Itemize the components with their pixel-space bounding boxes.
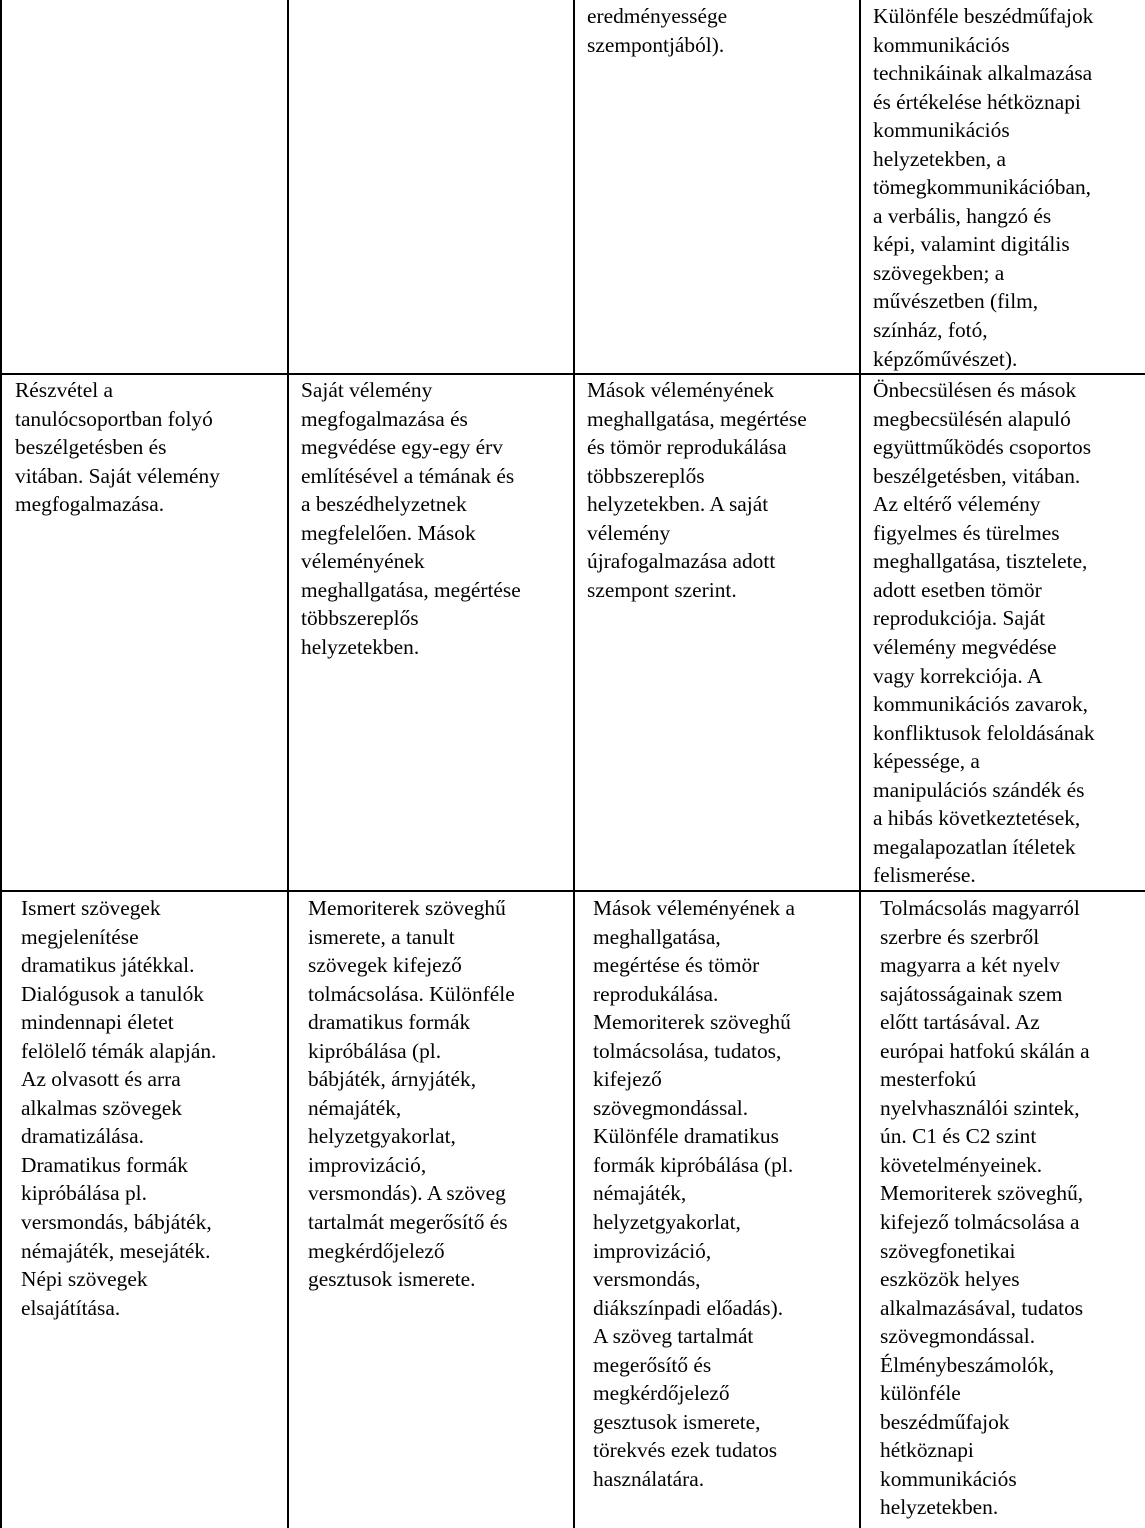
table-cell-r1-c4 xyxy=(860,0,1145,374)
cell-text: Ismert szövegek megjelenítése dramatikus játékkal. Dialógusok a tanulók mindennapi életet felölelő témák alapján. Az olvasott és arra alkalmas szövegek dramatizálása. Dramatikus formák kipróbálása pl. versmondás, bábjáték, némajáték, mesejáték. Népi szövegek elsajátítása. xyxy=(21,895,217,1320)
cell-text: Önbecsülésen és mások megbecsülésén alapuló együttműködés csoportos beszélgetésben, vitában. Az eltérő vélemény figyelmes és türelmes meghallgatása, tisztelete, adott esetben tömör reprodukciója. Saját vélemény megvédése vagy korrekciója. A kommunikációs zavarok, konfliktusok feloldásának képessége, a manipulációs szándék és a hibás következtetések, megalapozatlan ítéletek felismerése. xyxy=(873,378,1095,888)
cell-text: eredményessége szempontjából). xyxy=(587,4,728,57)
cell-text: Mások véleményének a meghallgatása, megértése és tömör reprodukálása. Memoriterek szöveghű tolmácsolása, tudatos, kifejező szövegmondással. Különféle dramatikus formák kipróbálása (pl. némajáték, helyzetgyakorlat, improvizáció, versmondás, diákszínpadi előadás). A szöveg tartalmát megerősítő és megkérdőjelező gesztusok ismerete, törekvés ezek tudatos használatára. xyxy=(593,895,795,1491)
cell-text: Különféle beszédműfajok kommunikációs technikáinak alkalmazása és értékelése hétköznapi kommunikációs helyzetekben, a tömegkommunikációban, a verbális, hangzó és képi, valamint digitális szövegekben; a művészetben (film, színház, fotó, képzőművészet). xyxy=(873,4,1094,371)
table-row xyxy=(1,0,1145,374)
table-cell-r2-c2 xyxy=(288,374,574,891)
table-cell-r3-c2 xyxy=(288,891,574,1528)
cell-text: Memoriterek szöveghű ismerete, a tanult szövegek kifejező tolmácsolása. Különféle dramatikus formák kipróbálása (pl. bábjáték, árnyjáték, némajáték, helyzetgyakorlat, improvizáció, versmondás). A szöveg tartalmát megerősítő és megkérdőjelező gesztusok ismerete. xyxy=(308,895,515,1292)
cell-text xyxy=(2,0,287,2)
cell-text: Saját vélemény megfogalmazása és megvédése egy-egy érv említésével a témának és a beszédhelyzetnek megfelelően. Mások véleményének meghallgatása, megértése többszereplős helyzetekben. xyxy=(301,378,521,660)
table-row xyxy=(1,374,1145,891)
table-cell-r1-c1 xyxy=(1,0,288,374)
cell-text: Részvétel a tanulócsoportban folyó beszélgetésben és vitában. Saját vélemény megfogalmazása. xyxy=(15,378,220,517)
cell-text xyxy=(289,0,573,2)
table-cell-r3-c3 xyxy=(574,891,860,1528)
cell-text: Tolmácsolás magyarról szerbre és szerbről magyarra a két nyelv sajátosságainak szem előtt tartásával. Az európai hatfokú skálán a mesterfokú nyelvhasználói szintek, ún. C1 és C2 szint követelményeinek. Memoriterek szöveghű, kifejező tolmácsolása a szövegfonetikai eszközök helyes alkalmazásával, tudatos szövegmondással. Élménybeszámolók, különféle beszédműfajok hétköznapi kommunikációs helyzetekben. xyxy=(880,895,1090,1520)
table-cell-r3-c1 xyxy=(1,891,288,1528)
table-row xyxy=(1,891,1145,1528)
table-cell-r1-c3 xyxy=(574,0,860,374)
cell-text: Mások véleményének meghallgatása, megértése és tömör reprodukálása többszereplős helyzetekben. A saját vélemény újrafogalmazása adott szempont szerint. xyxy=(587,378,807,602)
table-cell-r1-c2 xyxy=(288,0,574,374)
table-cell-r2-c1 xyxy=(1,374,288,891)
table-cell-r2-c3 xyxy=(574,374,860,891)
table-cell-r3-c4 xyxy=(860,891,1145,1528)
table-cell-r2-c4 xyxy=(860,374,1145,891)
